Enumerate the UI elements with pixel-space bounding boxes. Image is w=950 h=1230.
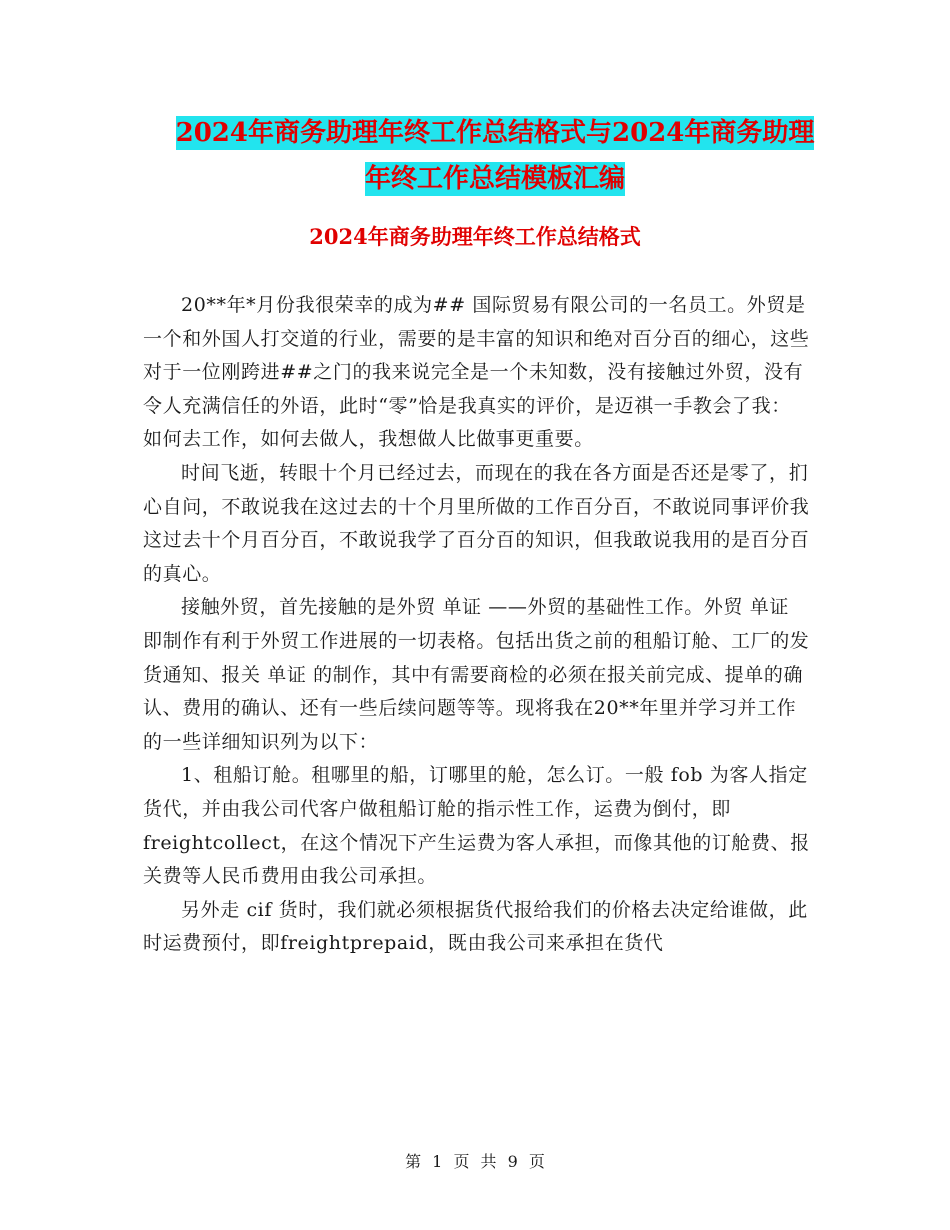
document-title (140, 110, 850, 202)
paragraph: 时间飞逝，转眼十个月已经过去，而现在的我在各方面是否还是零了，扪心自问，不敢说我在这过去的十个月里所做的工作百分百，不敢说同事评价我这过去十个月百分百，不敢说我学了百分百的知识，但我敢说我用的是百分百的真心。 (143, 461, 810, 585)
paragraph: 另外走 cif 货时，我们就必须根据货代报给我们的价格去决定给谁做，此时运费预付，即freightprepaid，既由我公司来承担在货代 (143, 898, 808, 955)
document-title-line-2: 年终工作总结模板汇编 (364, 164, 625, 194)
paragraph: 1、租船订舱。租哪里的船，订哪里的舱，怎么订。一般 fob 为客人指定货代，并由我公司代客户做租船订舱的指示性工作，运费为倒付，即freightcollect，在这个情况下产生运费为客人承担，而像其他的订舱费、报关费等人民币费用由我公司承担。 (143, 764, 810, 888)
paragraph: 20**年*月份我很荣幸的成为## 国际贸易有限公司的一名员工。外贸是一个和外国人打交道的行业，需要的是丰富的知识和绝对百分百的细心，这些对于一位刚跨进##之门的我来说完全是一个未知数，没有接触过外贸，没有令人充满信任的外语，此时“零”恰是我真实的评价，是迈祺一手教会了我：如何去工作，如何去做人，我想做人比做事更重要。 (143, 294, 810, 451)
section-title: 2024年商务助理年终工作总结格式 (309, 224, 641, 249)
document-title-line-1: 2024年商务助理年终工作总结格式与2024年商务助理 (175, 118, 815, 148)
document-body (143, 289, 810, 961)
paragraph: 接触外贸，首先接触的是外贸 单证 ——外贸的基础性工作。外贸 单证 即制作有利于外贸工作进展的一切表格。包括出货之前的租船订舱、工厂的发货通知、报关 单证 的制作，其中有需要商检的必须在报关前完成、提单的确认、费用的确认、还有一些后续问题等等。现将我在20**年里并学习并工作的一些详细知识列为以下： (143, 596, 810, 753)
page-footer: 第 1 页 共 9 页 (405, 1152, 545, 1171)
